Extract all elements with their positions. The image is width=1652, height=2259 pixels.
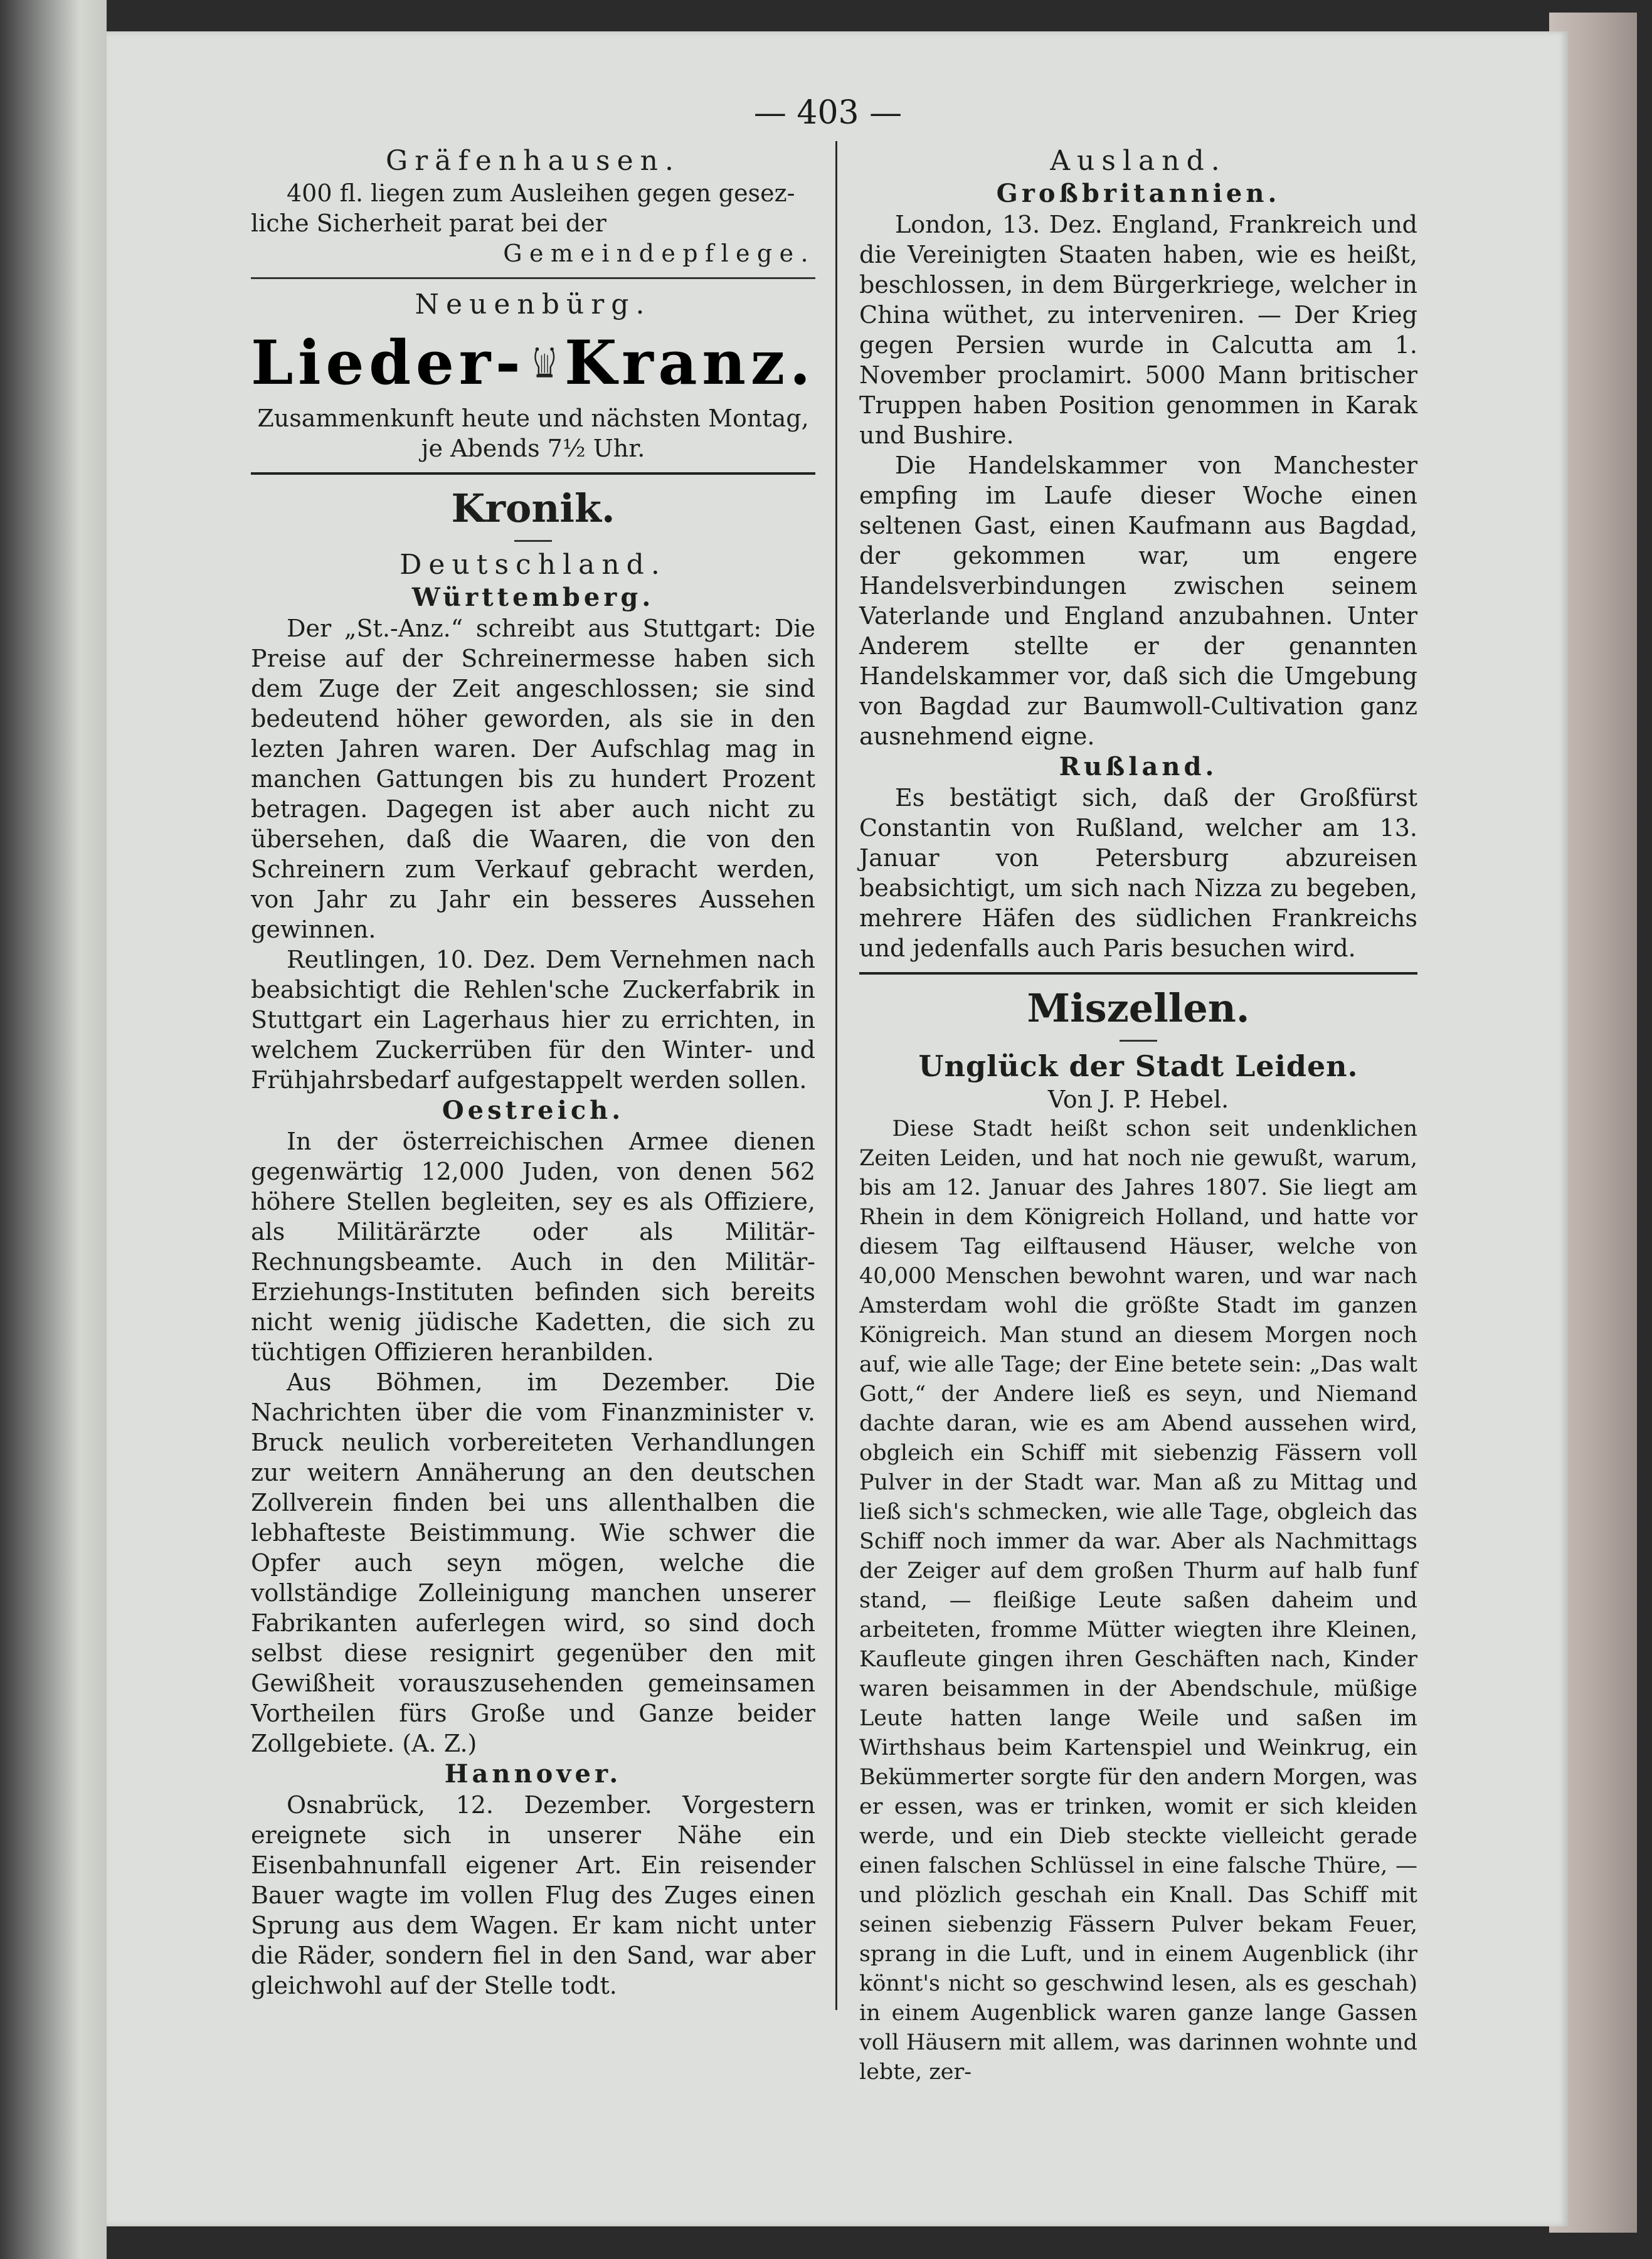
heading-deutschland: Deutschland. [400,549,667,581]
section-kronik: Kronik. [451,485,615,531]
article-paragraph: Die Handelskammer von Manchester empfing im Laufe dieser Woche einen seltenen Gast, einen Kaufmann aus Bagdad, der gekommen war, um engere Handelsverbindungen zwischen seinem Vaterlande und England anzubahnen. Unter Anderem stellte er der genannten Handelskammer vor, daß sich die Umgebung von Bagdad zur Baumwoll-Cultivation ganz ausnehmend eigne. [859,452,1417,750]
heading-ausland: Ausland. [1050,145,1227,177]
lyre-icon [531,328,558,397]
ad-line: Zusammenkunft heute und nächsten Montag, [257,405,809,432]
ad-line: liche Sicherheit parat bei der [251,209,606,237]
ad-line: je Abends 7½ Uhr. [421,435,645,462]
liederkranz-title [251,322,815,403]
ad-signature: Gemeindepflege. [503,240,815,267]
column-divider [835,141,837,2010]
left-column [251,144,815,2001]
book-gutter [0,0,107,2259]
title-left: Lieder- [251,327,526,398]
article-paragraph: Reutlingen, 10. Dez. Dem Vernehmen nach beabsichtigt die Rehlen'sche Zuckerfabrik in Stuttgart ein Lagerhaus hier zu errichten, in welchem Zuckerrüben für den Winter- und Frühjahrsbedarf aufgestappelt werden sollen. [251,946,815,1094]
ad-place-graefenhausen: Gräfenhausen. [386,145,680,177]
divider [251,277,815,279]
ad-line: 400 fl. liegen zum Ausleihen gegen gesez- [287,179,795,207]
article-paragraph: Aus Böhmen, im Dezember. Die Nachrichten über die vom Finanzminister v. Bruck neulich vorbereiteten Verhandlungen zur weitern Annäherung an den deutschen Zollverein finden bei uns allenthalben die lebhafteste Beistimmung. Wie schwer die Opfer auch seyn mögen, welche die vollständige Zolleinigung manchen unserer Fabrikanten auferlegen wird, so sind doch selbst diese resignirt gegenüber den mit Gewißheit vorauszusehenden gemeinsamen Vortheilen fürs Große und Ganze beider Zollgebiete. (A. Z.) [251,1368,815,1757]
heading-hannover: Hannover. [444,1759,622,1789]
article-paragraph: London, 13. Dez. England, Frankreich und die Vereinigten Staaten haben, wie es heißt, beschlossen, in dem Bürgerkriege, welcher in China wüthet, zu interveniren. — Der Krieg gegen Persien wurde in Calcutta am 1. November proclamirt. 5000 Mann britischer Truppen haben Position genommen in Karak und Bushire. [859,211,1417,449]
divider [859,972,1417,975]
article-paragraph: Osnabrück, 12. Dezember. Vorgestern ereignete sich in unserer Nähe ein Eisenbahnunfall eigener Art. Ein reisender Bauer wagte im vollen Flug des Zuges einen Sprung aus dem Wagen. Er kam nicht unter die Räder, sondern fiel in den Sand, war aber gleichwohl auf der Stelle todt. [251,1791,815,1999]
right-column [859,144,1417,2087]
heading-wuerttemberg: Württemberg. [411,583,655,612]
heading-russland: Rußland. [1059,752,1218,781]
page-number: — 403 — [753,94,903,132]
article-paragraph: In der österreichischen Armee dienen gegenwärtig 12,000 Juden, von denen 562 höhere Stellen begleiten, sey es als Offiziere, als Militärärzte oder als Militär-Rechnungsbeamte. Auch in den Militär-Erziehungs-Instituten befinden sich bereits nicht wenig jüdische Kadetten, die sich zu tüchtigen Offizieren heranbilden. [251,1128,815,1366]
story-text: Diese Stadt heißt schon seit undenklichen Zeiten Leiden, und hat noch nie gewußt, warum, bis am 12. Januar des Jahres 1807. Sie liegt am Rhein in dem Königreich Holland, und hatte vor diesem Tag eilftausend Häuser, welche von 40,000 Menschen bewohnt waren, und war nach Amsterdam wohl die größte Stadt im ganzen Königreich. Man stund an diesem Morgen noch auf, wie alle Tage; der Eine betete sein: „Das walt Gott,“ der Andere ließ es seyn, und Niemand dachte daran, wie es am Abend aussehen wird, obgleich ein Schiff mit siebenzig Fässern voll Pulver in der Stadt war. Man aß zu Mittag und ließ sich's schmecken, wie alle Tage, obgleich das Schiff noch immer da war. Aber als Nachmittags der Zeiger auf dem großen Thurm auf halb funf stand, — fleißige Leute saßen daheim und arbeiteten, fromme Mütter wiegten ihre Kleinen, Kaufleute gingen ihren Geschäften nach, Kinder waren beisammen in der Abendschule, müßige Leute hatten lange Weile und saßen im Wirthshaus beim Kartenspiel und Weinkrug, ein Bekümmerter sorgte für den andern Morgen, was er essen, was er trinken, womit er sich kleiden werde, und ein Dieb steckte vielleicht gerade einen falschen Schlüssel in eine falsche Thüre, — und plözlich geschah ein Knall. Das Schiff mit seinen siebenzig Fässern Pulver bekam Feuer, sprang in die Luft, und in einem Augenblick (ihr könnt's nicht so geschwind lesen, als es geschah) in einem Augenblick waren ganze lange Gassen voll Häusern mit allem, was darinnen wohnte und lebte, zer- [859,1116,1417,2085]
heading-oestreich: Oestreich. [442,1096,625,1125]
short-divider [514,540,552,542]
section-miszellen: Miszellen. [1027,985,1250,1031]
short-divider [1120,1040,1157,1042]
title-right: Kranz. [564,327,815,398]
story-author: Von J. P. Hebel. [1047,1086,1229,1113]
heading-grossbritannien: Großbritannien. [996,179,1281,208]
ad-place-neuenbuerg: Neuenbürg. [415,288,652,320]
story-title: Unglück der Stadt Leiden. [918,1049,1358,1083]
article-paragraph: Es bestätigt sich, daß der Großfürst Constantin von Rußland, welcher am 13. Januar von Petersburg abzureisen beabsichtigt, um sich nach Nizza zu begeben, mehrere Häfen des südlichen Frankreichs und jedenfalls auch Paris besuchen wird. [859,784,1417,962]
article-paragraph: Der „St.-Anz.“ schreibt aus Stuttgart: Die Preise auf der Schreinermesse haben sich dem Zuge der Zeit angeschlossen; sie sind bedeutend höher geworden, als sie in den lezten Jahren waren. Der Aufschlag mag in manchen Gattungen bis zu hundert Prozent betragen. Dagegen ist aber auch nicht zu übersehen, daß die Waaren, die von den Schreinern zum Verkauf gebracht werden, von Jahr zu Jahr ein besseres Aussehen gewinnen. [251,615,815,943]
divider [251,472,815,475]
